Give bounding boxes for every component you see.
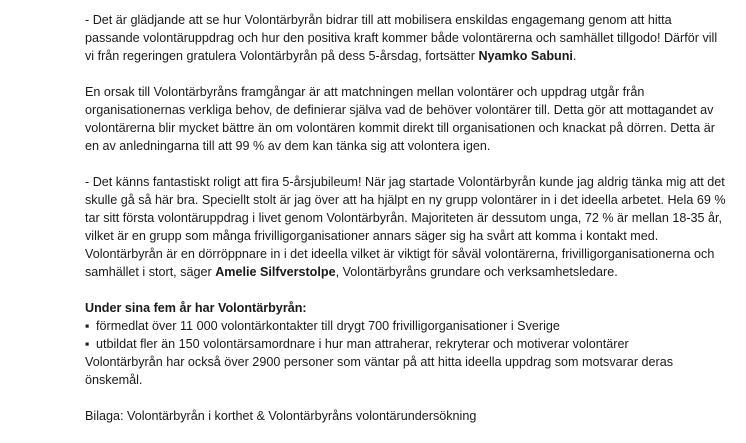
- summary-heading: Under sina fem år har Volontärbyrån:: [85, 301, 307, 315]
- text-line: En orsak till Volontärbyråns framgångar är att matchningen mellan volontärer och uppdrag utgår från: [85, 85, 645, 99]
- bullet-icon: ▪: [85, 337, 90, 351]
- text-fragment: .: [572, 49, 577, 63]
- list-item: [85, 317, 685, 335]
- text-line: vilket är en grupp som många frivilligorganisationer annars säger sig ha svårt att komma i kontakt med.: [85, 229, 659, 243]
- text-line: organisationernas verkliga behov, de definierar själva vad de behöver volontärer till. Detta gör att mottagandet av: [85, 103, 714, 117]
- attachment-text: Bilaga: Volontärbyrån i korthet & Volontärbyråns volontärundersökning: [85, 409, 477, 423]
- list-item-text: utbildat fler än 150 volontärsamordnare i hur man attraherar, rekryterar och motiverar volontärer: [96, 337, 629, 351]
- text-fragment: samhället i stort, säger: [85, 265, 216, 279]
- text-line: [85, 47, 685, 65]
- text-line: skulle gå så här bra. Speciellt stolt är jag över att ha hjälpt en ny grupp volontärer in i det ideella arbetet. Hela 69 %: [85, 193, 726, 207]
- text-line: - Det är glädjande att se hur Volontärbyrån bidrar till att mobilisera enskildas engagemang genom att hitta: [85, 13, 672, 27]
- speaker-name: Amelie Silfverstolpe: [215, 265, 336, 279]
- text-fragment: , Volontärbyråns grundare och verksamhetsledare.: [335, 265, 618, 279]
- text-line: en av anledningarna till att 99 % av dem kan tänka sig att volontera igen.: [85, 139, 491, 153]
- document-body: [85, 11, 726, 443]
- paragraph-matching: [85, 83, 715, 155]
- paragraph-silfverstolpe-quote: [85, 173, 726, 281]
- speaker-name: Nyamko Sabuni: [478, 49, 573, 63]
- summary-list: [85, 317, 685, 353]
- text-line: - Det känns fantastiskt roligt att fira 5-årsjubileum! När jag startade Volontärbyrån kunde jag aldrig tänka mig att det: [85, 175, 725, 189]
- attachment-line: [85, 407, 685, 425]
- text-line: [85, 263, 685, 281]
- text-line: Volontärbyrån är en dörröppnare in i det ideella vilket är viktigt för såväl volontärerna, frivilligorganisationerna och: [85, 247, 715, 261]
- text-line: volontärerna blir mycket bättre än om volontären kommit direkt till organisationen och knackat på dörren. Detta är: [85, 121, 715, 135]
- text-line: önskemål.: [85, 373, 143, 387]
- bullet-icon: ▪: [85, 319, 90, 333]
- summary-section: [85, 299, 685, 389]
- text-line: passande volontäruppdrag och hur den positiva kraft kommer både volontärerna och samhället tillgodo! Därför vill: [85, 31, 718, 45]
- text-line: Volontärbyrån har också över 2900 personer som väntar på att hitta ideella uppdrag som motsvarar deras: [85, 355, 674, 369]
- list-item-text: förmedlat över 11 000 volontärkontakter till drygt 700 frivilligorganisationer i Sverige: [96, 319, 560, 333]
- text-line: tar sitt första volontäruppdrag i livet genom Volontärbyrån. Majoriteten är dessutom unga, 72 % är mellan 18-35 år,: [85, 211, 723, 225]
- text-fragment: vi från regeringen gratulera Volontärbyrån på dess 5-årsdag, fortsätter: [85, 49, 479, 63]
- list-item: [85, 335, 685, 353]
- paragraph-sabuni-quote: [85, 11, 718, 65]
